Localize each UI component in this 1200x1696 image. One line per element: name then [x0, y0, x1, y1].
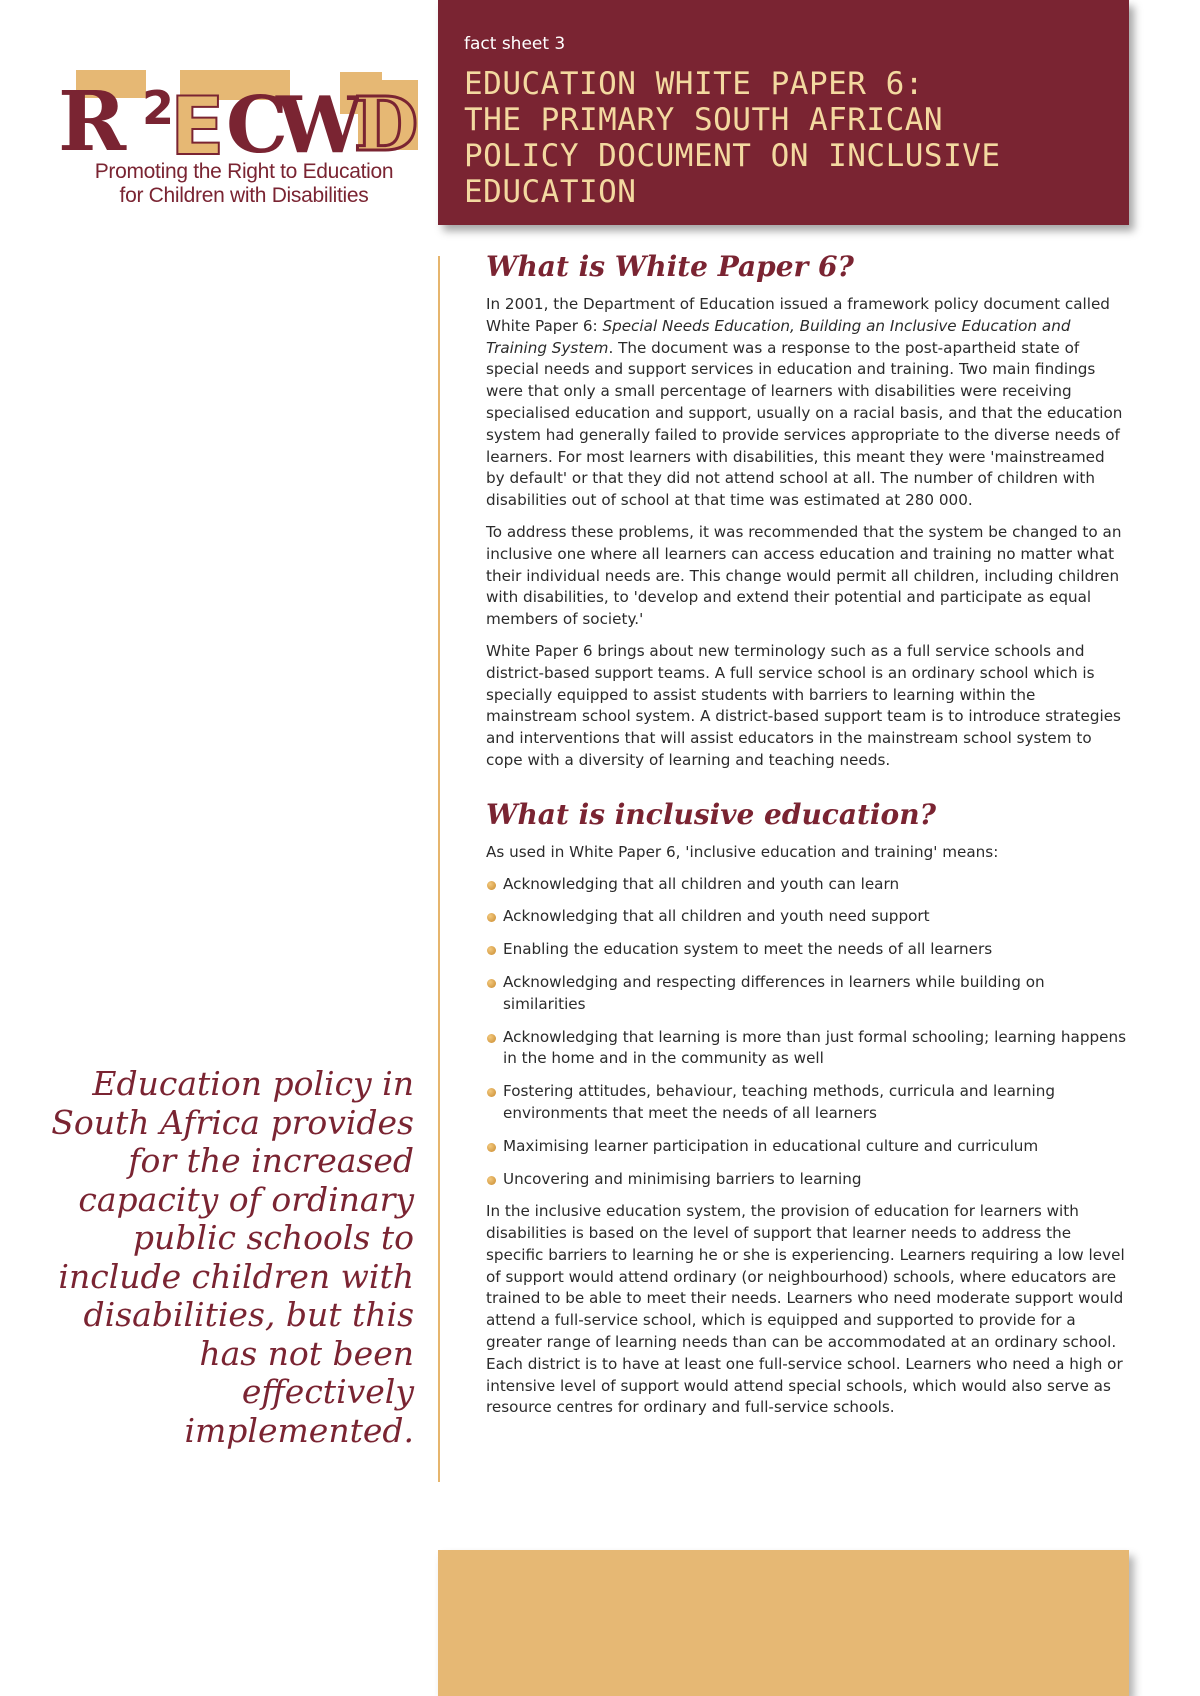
bullet-icon [487, 946, 496, 955]
paragraph-text: . The document was a response to the post-apartheid state of special needs and support services in education and training. Two main findings were that only a small percentage of learners with disabilities were receiving specialised education and support, usually on a racial basis, and that the education system had generally failed to provide services appropriate to the diverse needs of learners. For most learners with disabilities, this meant they were 'mainstreamed by default' or that they did not attend school at all. The number of children with disabilities out of school at that time was estimated at 280 000. [486, 338, 1123, 510]
list-item [486, 874, 1128, 896]
section-heading: What is White Paper 6? [486, 250, 854, 283]
logo-tagline [64, 160, 424, 208]
bullet-icon [487, 1034, 496, 1043]
paragraph: To address these problems, it was recommended that the system be changed to an inclusive one where all learners can access education and training no matter what their individual needs are. This change would permit all children, including children with disabilities, to 'develop and extend their potential and participate as equal members of society.' [486, 522, 1122, 629]
list-item [486, 1081, 1128, 1125]
list-item-text: Acknowledging that all children and youth can learn [503, 874, 900, 893]
footer-band [438, 1550, 1129, 1696]
svg-text:W: W [276, 80, 364, 171]
bullet-icon [487, 913, 496, 922]
pull-quote: Education policy in South Africa provides for the increased capacity of ordinary public schools to include children with disabilities, but this has not been effectively implemented. [51, 1064, 414, 1450]
title-line: EDUCATION WHITE PAPER 6: [464, 66, 924, 102]
title-line: POLICY DOCUMENT ON INCLUSIVE [464, 138, 1001, 174]
paragraph [486, 294, 1128, 512]
list-item-text: Acknowledging that learning is more than just formal schooling; learning happens in the home and in the community as well [503, 1027, 1126, 1068]
bullet-icon [487, 1088, 496, 1097]
main-column [486, 250, 1128, 1429]
svg-text:2: 2 [142, 81, 175, 135]
list-item [486, 1027, 1128, 1071]
tagline-line: for Children with Disabilities [119, 184, 369, 207]
svg-text:C: C [226, 80, 289, 171]
tagline-line: Promoting the Right to Education [94, 160, 394, 183]
list-item [486, 906, 1128, 928]
list-item [486, 972, 1128, 1016]
column-divider [438, 256, 440, 1482]
document-title [464, 66, 1104, 210]
list-item-text: Maximising learner participation in educational culture and curriculum [503, 1136, 1039, 1155]
svg-text:R: R [58, 74, 127, 170]
list-item [486, 1169, 1128, 1191]
paragraph: As used in White Paper 6, 'inclusive education and training' means: [486, 842, 999, 861]
document-name: Special Needs Education, Building an Inclusive Education and Training System [486, 316, 1071, 357]
fact-sheet-label: fact sheet 3 [464, 34, 566, 54]
bullet-icon [487, 1176, 496, 1185]
list-item-text: Uncovering and minimising barriers to learning [503, 1169, 862, 1188]
section-heading: What is inclusive education? [486, 797, 936, 831]
svg-text:D: D [354, 82, 418, 168]
list-item [486, 1136, 1128, 1158]
bullet-icon [487, 979, 496, 988]
bullet-icon [487, 881, 496, 890]
paragraph: In the inclusive education system, the provision of education for learners with disabilities is based on the level of support that learner needs to address the specific barriers to learning he or she is experiencing. Learners requiring a low level of support would attend ordinary (or neighbourhood) schools, where educators are trained to be able to meet their needs. Learners who need moderate support would attend a full-service school, which is equipped and supported to provide for a greater range of learning needs than can be accommodated at an ordinary school. Each district is to have at least one full-service school. Learners who need a high or intensive level of support would attend special schools, which would also serve as resource centres for ordinary and full-service schools. [486, 1202, 1125, 1417]
list-item-text: Fostering attitudes, behaviour, teaching methods, curricula and learning environments that meet the needs of all learners [503, 1082, 1055, 1122]
bullet-icon [487, 1143, 496, 1152]
list-item-text: Enabling the education system to meet the needs of all learners [503, 940, 993, 959]
list-item-text: Acknowledging and respecting differences in learners while building on similarities [503, 972, 1045, 1013]
svg-text:E: E [170, 80, 225, 173]
title-line: THE PRIMARY SOUTH AFRICAN [464, 102, 944, 138]
list-item [486, 939, 1128, 961]
bullet-list [486, 874, 1128, 1191]
title-line: EDUCATION [464, 174, 637, 210]
paragraph: White Paper 6 brings about new terminology such as a full service schools and district-based support teams. A full service school is an ordinary school which is specially equipped to assist students with barriers to learning within the mainstream school system. A district-based support team is to introduce strategies and interventions that will assist educators in the mainstream school system to cope with a diversity of learning and teaching needs. [486, 641, 1121, 769]
paragraph-text: In 2001, the Department of Education issued a framework policy document called White Paper 6: [486, 295, 1110, 335]
list-item-text: Acknowledging that all children and youth need support [503, 907, 930, 926]
